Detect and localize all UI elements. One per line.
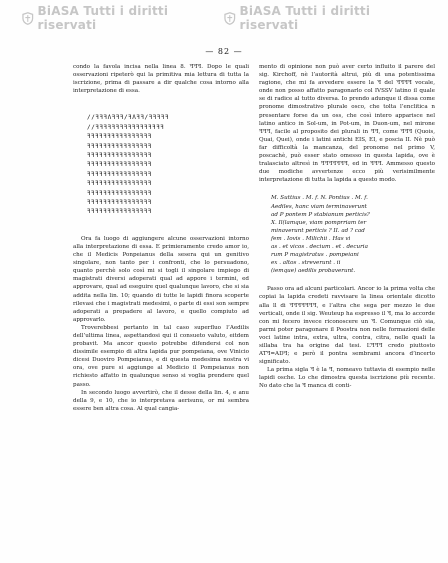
transcription-line: (iemque) aedilis probaverunt.: [271, 268, 356, 275]
page-number: — 82 —: [205, 47, 243, 56]
transcription-line: fem . Iovis . Milichii . Has vi: [271, 235, 351, 242]
watermark-right: [224, 4, 426, 32]
inscription-line: ꟻꟻꟻꟻꟻꟻꟻꟻꟻꟻꟻꟻꟻꟻꟻꟻ: [87, 133, 152, 141]
transcription-line: as . et vicos . decium . et . decuria: [271, 243, 368, 250]
shield-logo-icon: [22, 12, 34, 25]
inscription-line: ꟻꟻꟻꟻꟻꟻꟻꟻꟻꟻꟻꟻꟻꟻꟻꟻ: [87, 199, 152, 207]
inscription-line: ꟻꟻꟻꟻꟻꟻꟻꟻꟻꟻꟻꟻꟻꟻꟻꟻ: [87, 161, 152, 169]
watermark-bar: [0, 4, 448, 32]
left-paragraph-1: Ora fa luogo di aggiungere alcune osservazioni intorno alla interpretazione di essa. E primieramente credo amor io, che il Medicis Ponpeianus della sesera qui un genitivo singolare, non tanto per i confronti, che lo persuadono, quanto perchè solo così mi si togli il singolare impiego di magistrati diversi adoperati qual ad appore i termini, ed approvare, qual ad eseguire quel qualunque lavoro, che si sia addita nella lin. 10; quando di tutte le lapidi finora scoperte rilevasi che i magistrati medesimi, o parte di essi son sempre adoperati a prepadere al lavoro, e quello compiuto ad approvarlo.: [73, 235, 249, 323]
inscription-line: ꟻꟻꟻꟻꟻꟻꟻꟻꟻꟻꟻꟻꟻꟻꟻꟻ: [87, 180, 152, 188]
oscan-inscription: [87, 113, 249, 216]
inscription-line: ꟻꟻꟻꟻꟻꟻꟻꟻꟻꟻꟻꟻꟻꟻꟻꟻ: [87, 152, 152, 159]
transcription-line: ex . altos . streverunt . ii: [271, 260, 341, 267]
left-paragraph-3: In secondo luogo avvertirò, che il desse della lin. 4, e anu della 9, e 10, che io interpretava aerisunu, or mi sembra essere ben altra cosa. Al qual cangia-: [73, 389, 249, 412]
inscription-line: ∕∕ꟻꟻꟻꟻꟻꟻꟻꟻꟻꟻꟻꟻꟻꟻꟻꟻꟻ: [87, 123, 165, 131]
transcription-line: Aediles, hanc viam terminaverunt: [271, 203, 367, 210]
watermark-left: [22, 4, 224, 32]
inscription-line: ꟻꟻꟻꟻꟻꟻꟻꟻꟻꟻꟻꟻꟻꟻꟻꟻ: [87, 142, 152, 150]
right-paragraph-3: La prima sigla ꟻ è la ꟻ, nomeavo tuttavia di esempio nelle lapidi osche. Lo che dimostra questa iscrizione più recente. No dato che la ꟻ manca di conti-: [259, 367, 435, 390]
transcription-line: X. Il(lamque, viam pomprriam ter: [271, 219, 367, 226]
right-paragraph-1: mento di opinione non può aver certo influito il parere del sig. Kirchoff, nè l’autorità altrui, più di una potentissima ragione, che mi fa avvedere essere la ꟻ del ꟻꟻꟻꟻ vocale, onde non posso affatto paragonarlo col IVSSV latino il quale se di radice al tutto diversa. Io prendo adunque il dissa come pronome dimostrativo plurale osco, che tolta l’enclitica n presentare forse da un oss, che così intero apparisce nel latino antico in Sol-um, in Pot-um, in Duon-um, nel mirone ꟻꟻꟻ, facile al proposito dei plurali in ꟻꟻ, come ꟻꟻꟻ (Quois, Quai, Quei), onde i latini antichi EIS, EI, e poscia II. Nè può far difficoltà la mancanza, del pronome nel primo V, poscachè, può esser stato omesso in questa lapida, ove è tralasciato altresì in ꟻꟻꟻꟻꟻꟻꟻ, ed in ꟻꟻꟻ. Ammesso questo due modiche avvertenze ecco più verisimilmente interpretazione di tutta la lapida a questo modo.: [259, 64, 435, 184]
inscription-line: ꟻꟻꟻꟻꟻꟻꟻꟻꟻꟻꟻꟻꟻꟻꟻꟻ: [87, 208, 152, 216]
transcription-line: M. Suttius . M. f. N. Pontius . M. f.: [271, 195, 368, 202]
inscription-line: ꟻꟻꟻꟻꟻꟻꟻꟻꟻꟻꟻꟻꟻꟻꟻꟻ: [87, 170, 152, 178]
left-intro-paragraph: condo la favola incisa nella linea 8. ꟻꟻꟻ. Dopo le quali osservazioni ripeterò qui la primitiva mia lettura di tutta la iscrizione, prima di passare a dir qualche cosa intorno alla interpretazione di essa.: [73, 64, 249, 95]
watermark-left-text: BiASA Tutti i diritti riservati: [37, 4, 169, 32]
latin-transcription: [271, 194, 435, 275]
left-column: [73, 63, 249, 413]
transcription-line: rum P magistratus . pompeiani: [271, 252, 359, 259]
shield-logo-icon: [224, 12, 236, 25]
right-column: [259, 63, 435, 391]
transcription-line: minaverunt perticis ? II. ad ? cad: [271, 227, 365, 234]
transcription-line: ad P pontem P stabianum perticis?: [271, 211, 370, 218]
right-paragraph-2: Passo ora ad alcuni particolari. Ancor io la prima volta che copiai la lapida credeti ravvisare la linea orientale dicotto alla ll di ꟻꟻꟻꟻꟻꟻꟻ, e l’altra che sega per mezzo le due verticali, onde il sig. Weuteup ha espresso il ꟻ, ma lo accorde con mi fecero invece riconoscere un ꟻ. Comunque ciò sia, parmi poter paragonare il Poostra non nelle formazioni delle voci latine intra, extra, ultra, contra, citra, nelle quali la sillaba tra ha origine dal tesi. L’ꟻꟻꟻ credo piuttosto ATꟻ=ADꟻ; e però il pontra sembrami ancora d’incerto significato.: [259, 286, 435, 366]
inscription-line: ∕∕ꟻꟻꟻɅꟻꟻꟻ∕ꟻɅꟻꟻ∕ꟻꟻꟻꟻꟻ: [87, 114, 169, 122]
watermark-right-text: BiASA Tutti i diritti riservati: [239, 4, 371, 32]
left-paragraph-2: Troverebbesi pertanto in tal caso superfluo l’Aedilis dell’ultima linea, aspettandosi qui il consueto valuto, eitdem probavit. Ma ancor questo potrebbe difendersi col non dissimile esempio di altra lapida pur pompeiana, ove Vinicio dicesi Duoviro Pompeianus, e di questa medesima nostra vi ora, ove pure si aggiunge al Medicio il Pompeianus non richiesto affatto in qualunque senso si voglia prendere quel passo.: [73, 324, 249, 388]
inscription-line: ꟻꟻꟻꟻꟻꟻꟻꟻꟻꟻꟻꟻꟻꟻꟻꟻ: [87, 189, 152, 197]
